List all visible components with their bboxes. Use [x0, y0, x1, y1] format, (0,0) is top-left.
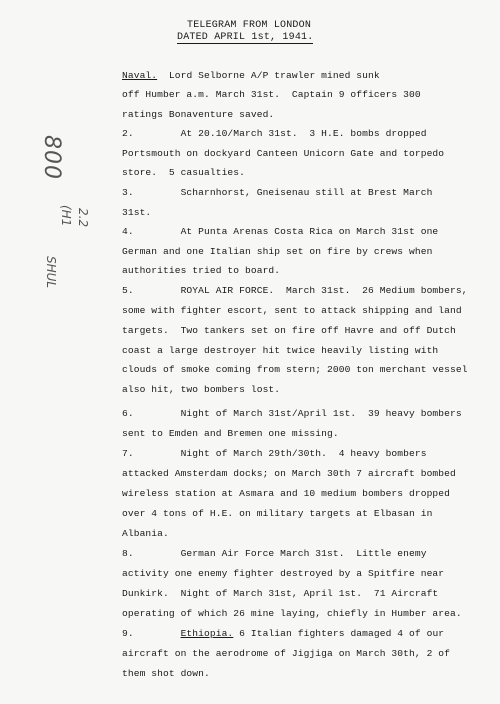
- text-line: [122, 528, 169, 539]
- text-line: [122, 345, 438, 356]
- line-text: Portsmouth on dockyard Canteen Unicorn Gate and torpedo: [122, 148, 445, 159]
- text-line: [122, 167, 245, 178]
- text-line: [122, 588, 438, 599]
- line-text: Lord Selborne A/P trawler mined sunk: [157, 70, 380, 81]
- line-text: activity one enemy fighter destroyed by a Spitfire near: [122, 568, 445, 579]
- line-text: attacked Amsterdam docks; on March 30th 7 aircraft bombed: [122, 468, 456, 479]
- line-text: them shot down.: [122, 668, 210, 679]
- text-line: [122, 70, 380, 81]
- line-text: 6 Italian fighters damaged 4 of our: [233, 628, 445, 639]
- text-line: [122, 668, 210, 679]
- line-text: Dunkirk. Night of March 31st, April 1st. 71 Aircraft: [122, 588, 439, 599]
- text-line: [122, 128, 427, 139]
- line-text: 9.: [122, 628, 181, 639]
- line-text: over 4 tons of H.E. on military targets at Elbasan in: [122, 508, 433, 519]
- text-line: [122, 89, 421, 100]
- text-line: [122, 448, 427, 459]
- line-text: aircraft on the aerodrome of Jigjiga on March 30th, 2 of: [122, 648, 451, 659]
- line-text: operating of which 26 mine laying, chiefly in Humber area.: [122, 608, 462, 619]
- text-line: [122, 608, 462, 619]
- text-line: [122, 384, 280, 395]
- line-text: also hit, two bombers lost.: [122, 384, 281, 395]
- underlined-heading: Naval.: [122, 70, 158, 81]
- text-line: [122, 325, 456, 336]
- margin-handwritten-note: SHUL: [44, 256, 58, 289]
- line-text: Albania.: [122, 528, 169, 539]
- text-line: [122, 568, 444, 579]
- text-line: [122, 648, 450, 659]
- text-line: [122, 305, 462, 316]
- line-text: 2. At 20.10/March 31st. 3 H.E. bombs dropped: [122, 128, 427, 139]
- margin-handwritten-note: 800: [39, 135, 64, 180]
- line-text: 31st.: [122, 207, 152, 218]
- line-text: authorities tried to board.: [122, 265, 281, 276]
- line-text: 8. German Air Force March 31st. Little enemy: [122, 548, 427, 559]
- line-text: off Humber a.m. March 31st. Captain 9 officers 300: [122, 89, 421, 100]
- document-title: TELEGRAM FROM LONDON: [187, 20, 312, 31]
- line-text: 3. Scharnhorst, Gneisenau still at Brest March: [122, 187, 433, 198]
- text-line: [122, 207, 151, 218]
- underlined-heading: Ethiopia.: [180, 628, 234, 639]
- line-text: store. 5 casualties.: [122, 167, 246, 178]
- text-line: [122, 408, 462, 419]
- text-line: [122, 148, 444, 159]
- line-text: targets. Two tankers set on fire off Havre and off Dutch: [122, 325, 456, 336]
- line-text: ratings Bonaventure saved.: [122, 109, 275, 120]
- margin-handwritten-note: (H1: [59, 205, 73, 227]
- text-line: [122, 488, 450, 499]
- line-text: wireless station at Asmara and 10 medium bombers dropped: [122, 488, 451, 499]
- text-line: [122, 265, 280, 276]
- line-text: 7. Night of March 29th/30th. 4 heavy bombers: [122, 448, 427, 459]
- text-line: [122, 548, 427, 559]
- text-line: [122, 109, 274, 120]
- text-line: [122, 628, 444, 639]
- line-text: 5. ROYAL AIR FORCE. March 31st. 26 Medium bombers,: [122, 285, 468, 296]
- line-text: some with fighter escort, sent to attack shipping and land: [122, 305, 462, 316]
- text-line: [122, 226, 438, 237]
- text-line: [122, 246, 432, 257]
- text-line: [122, 428, 339, 439]
- text-line: [122, 285, 468, 296]
- line-text: clouds of smoke coming from stern; 2000 ton merchant vessel: [122, 364, 468, 375]
- text-line: [122, 508, 432, 519]
- margin-handwritten-note: 2.2: [76, 208, 90, 228]
- text-line: [122, 468, 456, 479]
- line-text: coast a large destroyer hit twice heavily listing with: [122, 345, 439, 356]
- text-line: [122, 187, 432, 198]
- text-line: [122, 364, 468, 375]
- line-text: German and one Italian ship set on fire by crews when: [122, 246, 433, 257]
- line-text: 4. At Punta Arenas Costa Rica on March 31st one: [122, 226, 439, 237]
- line-text: sent to Emden and Bremen one missing.: [122, 428, 339, 439]
- document-date: DATED APRIL 1st, 1941.: [177, 32, 314, 43]
- line-text: 6. Night of March 31st/April 1st. 39 heavy bombers: [122, 408, 462, 419]
